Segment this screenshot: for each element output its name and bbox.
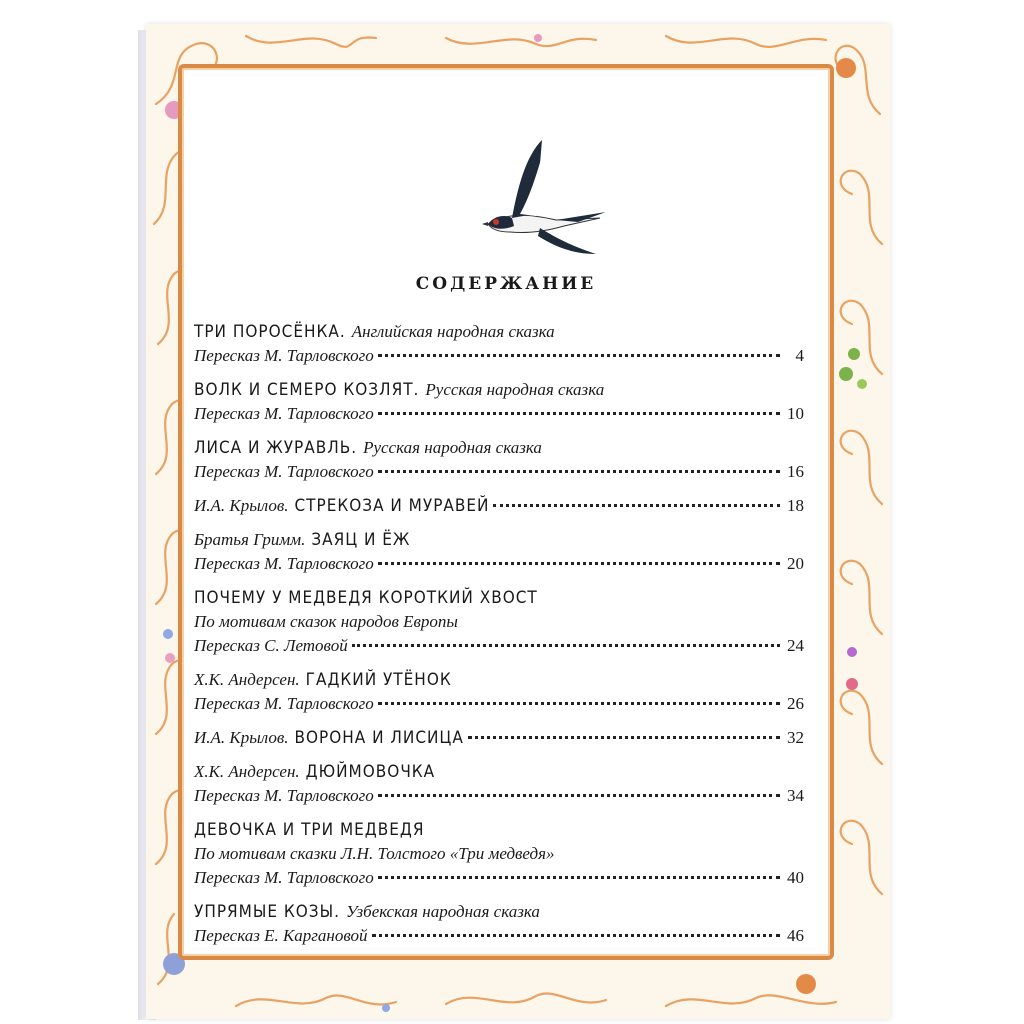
toc-page-number: 18 (787, 496, 804, 515)
toc-line (194, 610, 804, 634)
toc-note: Пересказ М. Тарловского (194, 404, 374, 423)
toc-heading: СОДЕРЖАНИЕ (415, 274, 597, 294)
dot-leader (352, 644, 780, 647)
toc-line (194, 320, 804, 344)
toc-story-title: ЛИСА И ЖУРАВЛЬ. (194, 438, 358, 458)
toc-entry (194, 818, 804, 890)
toc-line (194, 842, 804, 866)
toc-author: И.А. Крылов. (194, 728, 289, 747)
toc-story-title: ВОЛК И СЕМЕРО КОЗЛЯТ. (194, 380, 420, 400)
toc-page-number: 24 (787, 636, 804, 655)
dot-leader (468, 736, 780, 739)
toc-note: Пересказ С. Летовой (194, 636, 348, 655)
toc-story-title: ПОЧЕМУ У МЕДВЕДЯ КОРОТКИЙ ХВОСТ (194, 588, 538, 608)
toc-entry (194, 378, 804, 426)
toc-page-number: 34 (787, 786, 804, 805)
toc-line (194, 726, 804, 750)
toc-page-number: 10 (787, 404, 804, 423)
toc-line (194, 494, 804, 518)
toc-entry (194, 320, 804, 368)
toc-line (194, 378, 804, 402)
toc-page-number: 16 (787, 462, 804, 481)
toc-page-number: 26 (787, 694, 804, 713)
toc-line (194, 692, 804, 716)
toc-note: Узбекская народная сказка (345, 902, 540, 921)
toc-entry (194, 900, 804, 948)
toc-author: Братья Гримм. (194, 530, 306, 549)
toc-line (194, 668, 804, 692)
toc-page-number: 40 (787, 868, 804, 887)
toc-line (194, 586, 804, 610)
toc-line (194, 552, 804, 576)
toc-line (194, 900, 804, 924)
toc-entry (194, 668, 804, 716)
book-page (146, 24, 890, 1019)
toc-line (194, 436, 804, 460)
swallow-illustration (460, 116, 610, 266)
toc-page-number: 32 (787, 728, 804, 747)
toc-line (194, 866, 804, 890)
toc-story-title: ДЮЙМОВОЧКА (305, 762, 436, 782)
toc-entry (194, 528, 804, 576)
dot-leader (493, 504, 780, 507)
toc-story-title: СТРЕКОЗА И МУРАВЕЙ (294, 496, 490, 516)
toc-note: Пересказ М. Тарловского (194, 694, 374, 713)
toc-story-title: ГАДКИЙ УТЁНОК (305, 670, 452, 690)
toc-note: Пересказ М. Тарловского (194, 786, 374, 805)
toc-line (194, 760, 804, 784)
toc-page-number: 4 (795, 346, 804, 365)
toc-note: Пересказ М. Тарловского (194, 554, 374, 573)
toc-author: Х.К. Андерсен. (194, 762, 300, 781)
toc-line (194, 344, 804, 368)
dot-leader (378, 702, 780, 705)
toc-line (194, 818, 804, 842)
toc-note: По мотивам сказок народов Европы (194, 612, 458, 631)
content-frame (178, 64, 834, 960)
dot-leader (372, 934, 781, 937)
toc-story-title: ЗАЯЦ И ЁЖ (311, 530, 411, 550)
toc-line (194, 402, 804, 426)
toc-line (194, 528, 804, 552)
toc-entry (194, 436, 804, 484)
dot-leader (378, 876, 780, 879)
toc-note: Английская народная сказка (351, 322, 555, 341)
toc-note: Пересказ Е. Каргановой (194, 926, 368, 945)
toc-author: И.А. Крылов. (194, 496, 289, 515)
toc-line (194, 784, 804, 808)
dot-leader (378, 794, 780, 797)
dot-leader (378, 470, 780, 473)
toc-note: Русская народная сказка (363, 438, 542, 457)
toc-note: По мотивам сказки Л.Н. Толстого «Три медведя» (194, 844, 555, 863)
toc-page-number: 20 (787, 554, 804, 573)
toc-entry (194, 586, 804, 658)
table-of-contents (194, 320, 804, 958)
toc-note: Пересказ М. Тарловского (194, 868, 374, 887)
toc-entry (194, 760, 804, 808)
toc-story-title: УПРЯМЫЕ КОЗЫ. (194, 902, 340, 922)
dot-leader (378, 412, 780, 415)
toc-author: Х.К. Андерсен. (194, 670, 300, 689)
toc-story-title: ДЕВОЧКА И ТРИ МЕДВЕДЯ (194, 820, 425, 840)
toc-note: Русская народная сказка (425, 380, 605, 399)
toc-entry (194, 726, 804, 750)
toc-page-number: 46 (787, 926, 804, 945)
toc-entry (194, 494, 804, 518)
toc-story-title: ТРИ ПОРОСЁНКА. (194, 322, 346, 342)
toc-note: Пересказ М. Тарловского (194, 346, 374, 365)
toc-line (194, 924, 804, 948)
toc-line (194, 634, 804, 658)
dot-leader (378, 562, 780, 565)
dot-leader (378, 354, 780, 357)
toc-line (194, 460, 804, 484)
toc-story-title: ВОРОНА И ЛИСИЦА (294, 728, 464, 748)
toc-note: Пересказ М. Тарловского (194, 462, 374, 481)
